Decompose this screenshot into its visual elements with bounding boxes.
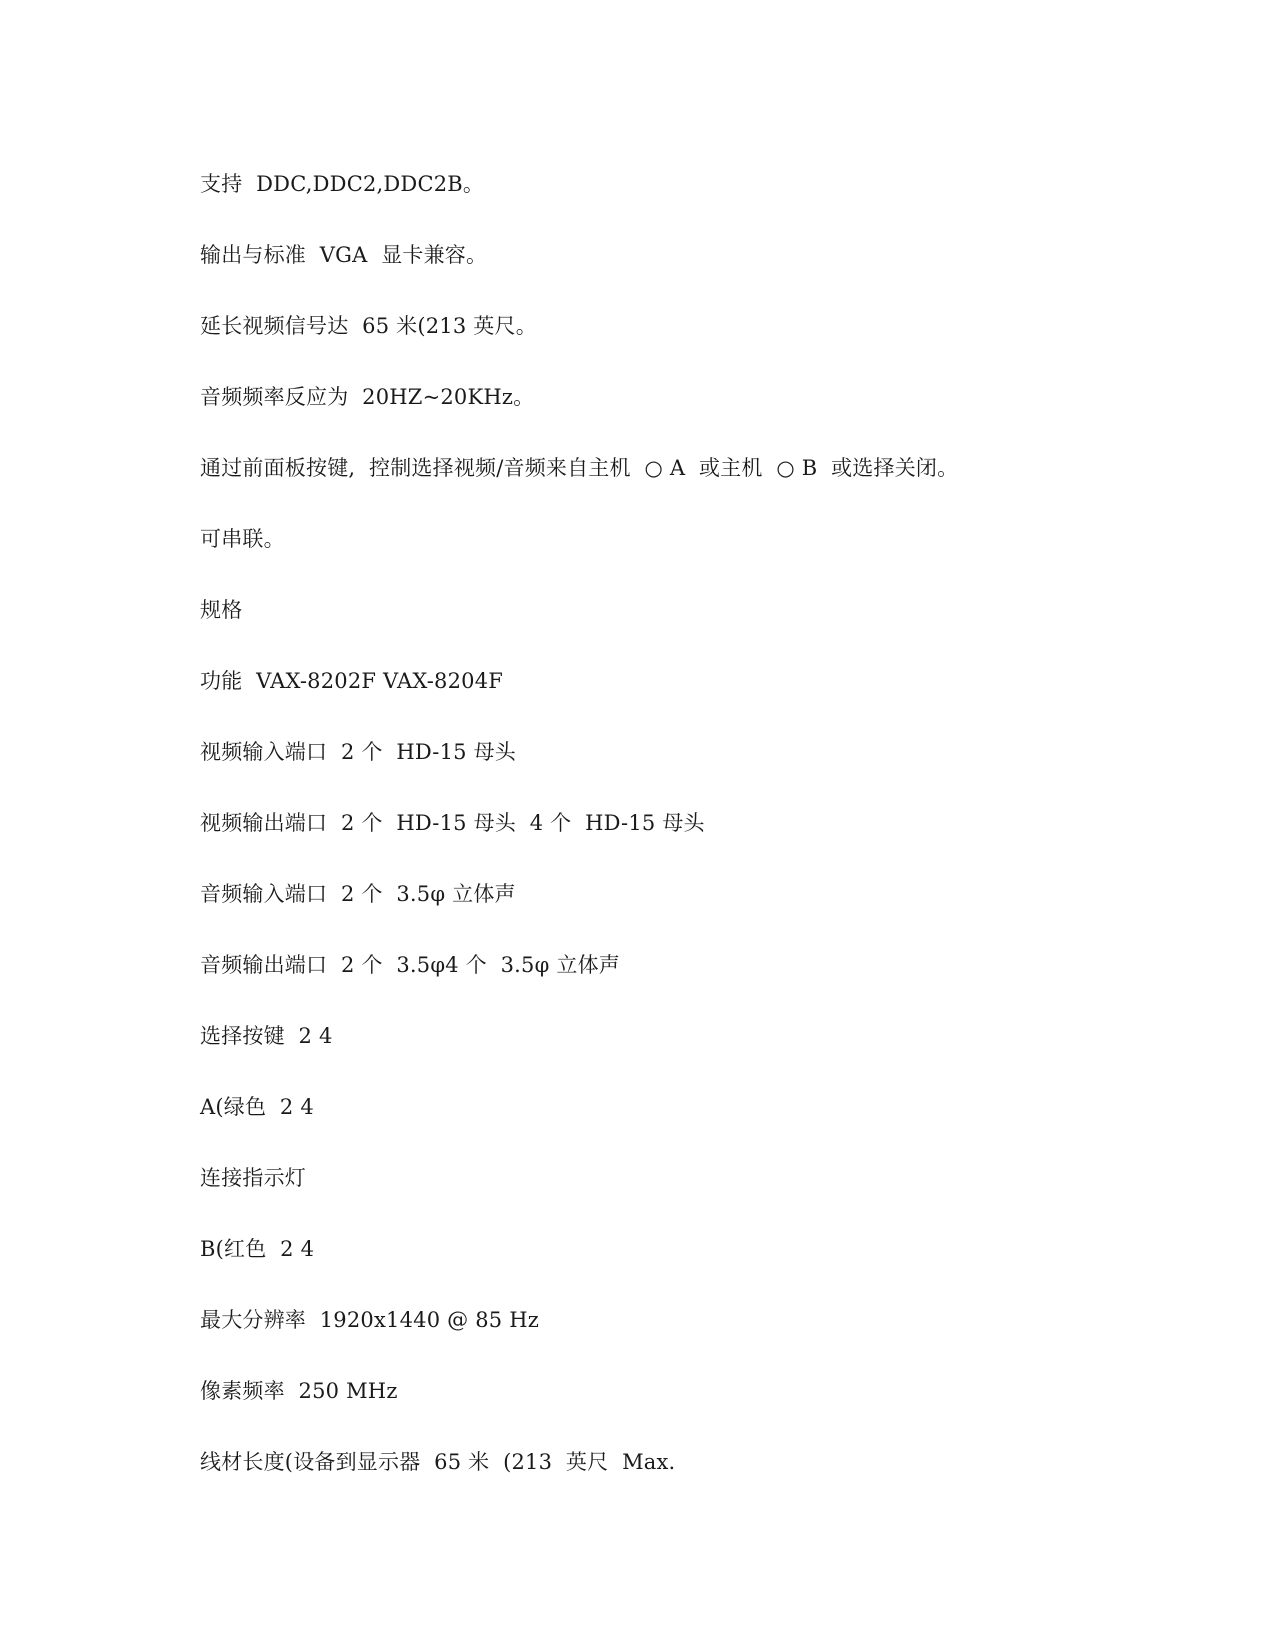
- text-line-spec-heading: 规格: [200, 598, 243, 622]
- text-line-indicator-b: B(红色 2 4: [200, 1237, 315, 1261]
- text-line-vga-compat: 输出与标准 VGA 显卡兼容。: [200, 243, 488, 267]
- text-line-select-buttons: 选择按键 2 4: [200, 1024, 333, 1048]
- text-line-spec-models: 功能 VAX-8202F VAX-8204F: [200, 669, 504, 693]
- text-line-max-resolution: 最大分辨率 1920x1440 @ 85 Hz: [200, 1308, 540, 1332]
- text-line-connect-indicator: 连接指示灯: [200, 1166, 306, 1190]
- text-line-cable-length: 线材长度(设备到显示器 65 米 (213 英尺 Max.: [200, 1450, 676, 1474]
- text-line-audio-response: 音频频率反应为 20HZ~20KHz。: [200, 385, 535, 409]
- text-line-video-input: 视频输入端口 2 个 HD-15 母头: [200, 740, 516, 764]
- text-line-signal-extend: 延长视频信号达 65 米(213 英尺。: [200, 314, 537, 338]
- text-line-video-output: 视频输出端口 2 个 HD-15 母头 4 个 HD-15 母头: [200, 811, 705, 835]
- text-line-audio-input: 音频输入端口 2 个 3.5φ 立体声: [200, 882, 516, 906]
- text-line-pixel-clock: 像素频率 250 MHz: [200, 1379, 398, 1403]
- text-line-cascade: 可串联。: [200, 527, 285, 551]
- text-line-indicator-a: A(绿色 2 4: [200, 1095, 314, 1119]
- text-line-ddc-support: 支持 DDC,DDC2,DDC2B。: [200, 172, 485, 196]
- text-line-front-panel: 通过前面板按键, 控制选择视频/音频来自主机 ○ A 或主机 ○ B 或选择关闭。: [200, 456, 959, 480]
- text-line-audio-output: 音频输出端口 2 个 3.5φ4 个 3.5φ 立体声: [200, 953, 621, 977]
